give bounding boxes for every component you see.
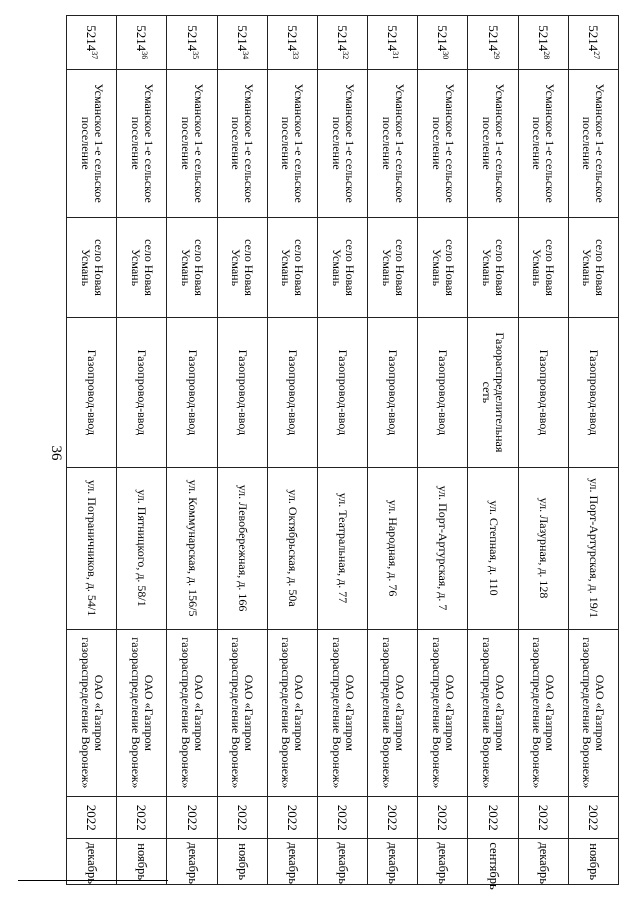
object-code-superscript: 33: [290, 51, 300, 60]
year-cell: 2022: [267, 797, 317, 839]
table-row: [267, 16, 317, 885]
month-cell: ноябрь: [217, 839, 267, 885]
object-type-cell: Газопровод-ввод: [317, 318, 367, 467]
table-row: [468, 16, 518, 885]
address-cell: ул. Октябрьская, д. 50а: [267, 467, 317, 629]
table-row: [317, 16, 367, 885]
settlement-cell: Усманское 1-е сельское поселение: [267, 69, 317, 217]
address-cell: ул. Левобережная, д. 166: [217, 467, 267, 629]
settlement-cell: Усманское 1-е сельское поселение: [568, 69, 618, 217]
month-cell: декабрь: [67, 839, 117, 885]
year-cell: 2022: [67, 797, 117, 839]
object-code: 5214: [435, 25, 451, 52]
object-code-cell: [568, 16, 618, 70]
address-cell: ул. Порт-Артурская, д. 19/1: [568, 467, 618, 629]
object-type-cell: Газопровод-ввод: [167, 318, 217, 467]
year-cell: 2022: [568, 797, 618, 839]
address-cell: ул. Театральная, д. 77: [317, 467, 367, 629]
object-type-cell: Газопровод-ввод: [518, 318, 568, 467]
object-type-cell: Газопровод-ввод: [67, 318, 117, 467]
year-cell: 2022: [418, 797, 468, 839]
address-cell: ул. Пятницкого, д. 58/1: [117, 467, 167, 629]
year-cell: 2022: [217, 797, 267, 839]
settlement-cell: Усманское 1-е сельское поселение: [117, 69, 167, 217]
object-code: 5214: [485, 25, 501, 52]
object-code-superscript: 34: [240, 51, 250, 60]
year-cell: 2022: [518, 797, 568, 839]
object-code: 5214: [234, 25, 250, 52]
year-cell: 2022: [368, 797, 418, 839]
year-cell: 2022: [167, 797, 217, 839]
month-cell: декабрь: [418, 839, 468, 885]
address-cell: ул. Пограничников, д. 54/1: [67, 467, 117, 629]
table-row: [368, 16, 418, 885]
year-cell: 2022: [117, 797, 167, 839]
year-cell: 2022: [317, 797, 367, 839]
object-code-superscript: 31: [391, 51, 401, 60]
address-cell: ул. Народная, д. 76: [368, 467, 418, 629]
object-code-cell: [217, 16, 267, 70]
address-cell: ул. Лазурная, д. 128: [518, 467, 568, 629]
table-row: [117, 16, 167, 885]
object-code: 5214: [335, 25, 351, 52]
month-cell: декабрь: [267, 839, 317, 885]
month-cell: декабрь: [368, 839, 418, 885]
owner-cell: ОАО «Газпром газораспределение Воронеж»: [568, 629, 618, 797]
month-cell: ноябрь: [568, 839, 618, 885]
object-code-superscript: 35: [190, 51, 200, 60]
settlement-cell: Усманское 1-е сельское поселение: [518, 69, 568, 217]
owner-cell: ОАО «Газпром газораспределение Воронеж»: [167, 629, 217, 797]
object-code: 5214: [535, 25, 551, 52]
table-row: [568, 16, 618, 885]
page-number: 36: [48, 445, 64, 461]
table-container: [66, 15, 619, 890]
address-cell: ул. Степная, д. 110: [468, 467, 518, 629]
object-code: 5214: [585, 25, 601, 52]
settlement-cell: Усманское 1-е сельское поселение: [167, 69, 217, 217]
settlement-cell: Усманское 1-е сельское поселение: [317, 69, 367, 217]
month-cell: декабрь: [518, 839, 568, 885]
owner-cell: ОАО «Газпром газораспределение Воронеж»: [267, 629, 317, 797]
owner-cell: ОАО «Газпром газораспределение Воронеж»: [117, 629, 167, 797]
locality-cell: село Новая Усмань: [67, 217, 117, 317]
object-code-superscript: 30: [441, 51, 451, 60]
address-cell: ул. Коммунарская, д. 156/5: [167, 467, 217, 629]
owner-cell: ОАО «Газпром газораспределение Воронеж»: [518, 629, 568, 797]
object-code: 5214: [84, 25, 100, 52]
table-row: [217, 16, 267, 885]
table-body: [67, 16, 619, 890]
settlement-cell: Усманское 1-е сельское поселение: [217, 69, 267, 217]
owner-cell: ОАО «Газпром газораспределение Воронеж»: [217, 629, 267, 797]
locality-cell: село Новая Усмань: [518, 217, 568, 317]
month-cell: декабрь: [317, 839, 367, 885]
object-type-cell: Газопровод-ввод: [217, 318, 267, 467]
object-code-superscript: 28: [541, 51, 551, 60]
settlement-cell: Усманское 1-е сельское поселение: [67, 69, 117, 217]
gas-pipeline-table: [66, 15, 619, 890]
locality-cell: село Новая Усмань: [568, 217, 618, 317]
settlement-cell: Усманское 1-е сельское поселение: [418, 69, 468, 217]
object-code: 5214: [184, 25, 200, 52]
object-code-cell: [67, 16, 117, 70]
object-type-cell: Газопровод-ввод: [267, 318, 317, 467]
locality-cell: село Новая Усмань: [468, 217, 518, 317]
year-cell: 2022: [468, 797, 518, 839]
object-code: 5214: [134, 25, 150, 52]
locality-cell: село Новая Усмань: [418, 217, 468, 317]
object-type-cell: Газопровод-ввод: [418, 318, 468, 467]
object-type-cell: Газопровод-ввод: [117, 318, 167, 467]
owner-cell: ОАО «Газпром газораспределение Воронеж»: [317, 629, 367, 797]
month-cell: сентябрь: [468, 839, 518, 885]
object-code-cell: [518, 16, 568, 70]
object-code-cell: [317, 16, 367, 70]
owner-cell: ОАО «Газпром газораспределение Воронеж»: [67, 629, 117, 797]
object-type-cell: Газопровод-ввод: [568, 318, 618, 467]
footnote-separator: [18, 880, 168, 881]
object-type-cell: Газопровод-ввод: [368, 318, 418, 467]
object-code-superscript: 29: [491, 51, 501, 60]
object-code-cell: [368, 16, 418, 70]
owner-cell: ОАО «Газпром газораспределение Воронеж»: [468, 629, 518, 797]
locality-cell: село Новая Усмань: [317, 217, 367, 317]
object-type-cell: Газораспределительная сеть: [468, 318, 518, 467]
table-row: [167, 16, 217, 885]
object-code-superscript: 27: [591, 51, 601, 60]
table-row: [518, 16, 568, 885]
locality-cell: село Новая Усмань: [117, 217, 167, 317]
owner-cell: ОАО «Газпром газораспределение Воронеж»: [368, 629, 418, 797]
month-cell: декабрь: [167, 839, 217, 885]
owner-cell: ОАО «Газпром газораспределение Воронеж»: [418, 629, 468, 797]
locality-cell: село Новая Усмань: [167, 217, 217, 317]
object-code: 5214: [284, 25, 300, 52]
settlement-cell: Усманское 1-е сельское поселение: [368, 69, 418, 217]
table-row: [67, 16, 117, 885]
object-code-superscript: 32: [341, 51, 351, 60]
object-code-superscript: 36: [140, 51, 150, 60]
locality-cell: село Новая Усмань: [217, 217, 267, 317]
object-code-cell: [418, 16, 468, 70]
object-code-cell: [167, 16, 217, 70]
settlement-cell: Усманское 1-е сельское поселение: [468, 69, 518, 217]
locality-cell: село Новая Усмань: [267, 217, 317, 317]
object-code-superscript: 37: [90, 51, 100, 60]
address-cell: ул. Порт-Артурская, д. 7: [418, 467, 468, 629]
object-code-cell: [468, 16, 518, 70]
object-code: 5214: [385, 25, 401, 52]
locality-cell: село Новая Усмань: [368, 217, 418, 317]
table-row: [418, 16, 468, 885]
object-code-cell: [267, 16, 317, 70]
month-cell: ноябрь: [117, 839, 167, 885]
object-code-cell: [117, 16, 167, 70]
